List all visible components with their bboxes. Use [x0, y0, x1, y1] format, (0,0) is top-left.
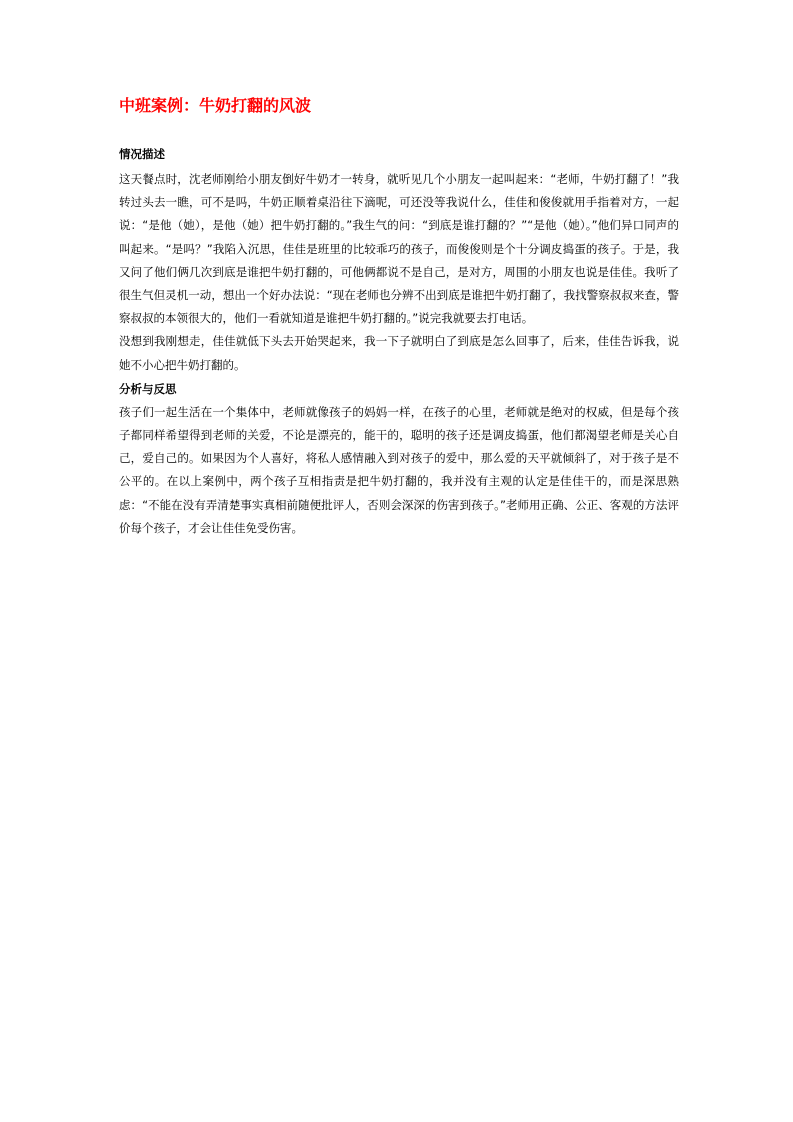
section-analysis [119, 377, 679, 540]
section-situation [119, 142, 679, 377]
page-title: 中班案例：牛奶打翻的风波 [119, 96, 312, 115]
section-heading-analysis: 分析与反思 [119, 381, 177, 396]
paragraph: 孩子们一起生活在一个集体中，老师就像孩子的妈妈一样，在孩子的心里，老师就是绝对的权威，但是每个孩子都同样希望得到老师的关爱，不论是漂亮的，能干的，聪明的孩子还是调皮捣蛋，他们都渴望老师是关心自己，爱自己的。如果因为个人喜好，将私人感情融入到对孩子的爱中，那么爱的天平就倾斜了，对于孩子是不公平的。在以上案例中，两个孩子互相指责是把牛奶打翻的，我并没有主观的认定是佳佳干的，而是深思熟虑：“不能在没有弄清楚事实真相前随便批评人，否则会深深的伤害到孩子。”老师用正确、公正、客观的方法评价每个孩子，才会让佳佳免受伤害。 [119, 404, 679, 535]
paragraph: 没想到我刚想走，佳佳就低下头去开始哭起来，我一下子就明白了到底是怎么回事了，后来，佳佳告诉我，说她不小心把牛奶打翻的。 [119, 334, 679, 372]
section-heading-situation: 情况描述 [119, 147, 165, 161]
paragraph: 这天餐点时，沈老师刚给小朋友倒好牛奶才一转身，就听见几个小朋友一起叫起来：“老师，牛奶打翻了！”我转过头去一瞧，可不是吗，牛奶正顺着桌沿往下滴呢，可还没等我说什么，佳佳和俊俊就用手指着对方，一起说：“是他（她），是他（她）把牛奶打翻的。”我生气的问：“到底是谁打翻的？”“是他（她）。”他们异口同声的叫起来。“是吗？”我陷入沉思，佳佳是班里的比较乖巧的孩子，而俊俊则是个十分调皮捣蛋的孩子。于是，我又问了他们俩几次到底是谁把牛奶打翻的，可他俩都说不是自己，是对方，周围的小朋友也说是佳佳。我听了很生气但灵机一动，想出一个好办法说：“现在老师也分辨不出到底是谁把牛奶打翻了，我找警察叔叔来查，警察叔叔的本领很大的，他们一看就知道是谁把牛奶打翻的。”说完我就要去打电话。 [119, 172, 679, 326]
document-page [119, 93, 679, 540]
